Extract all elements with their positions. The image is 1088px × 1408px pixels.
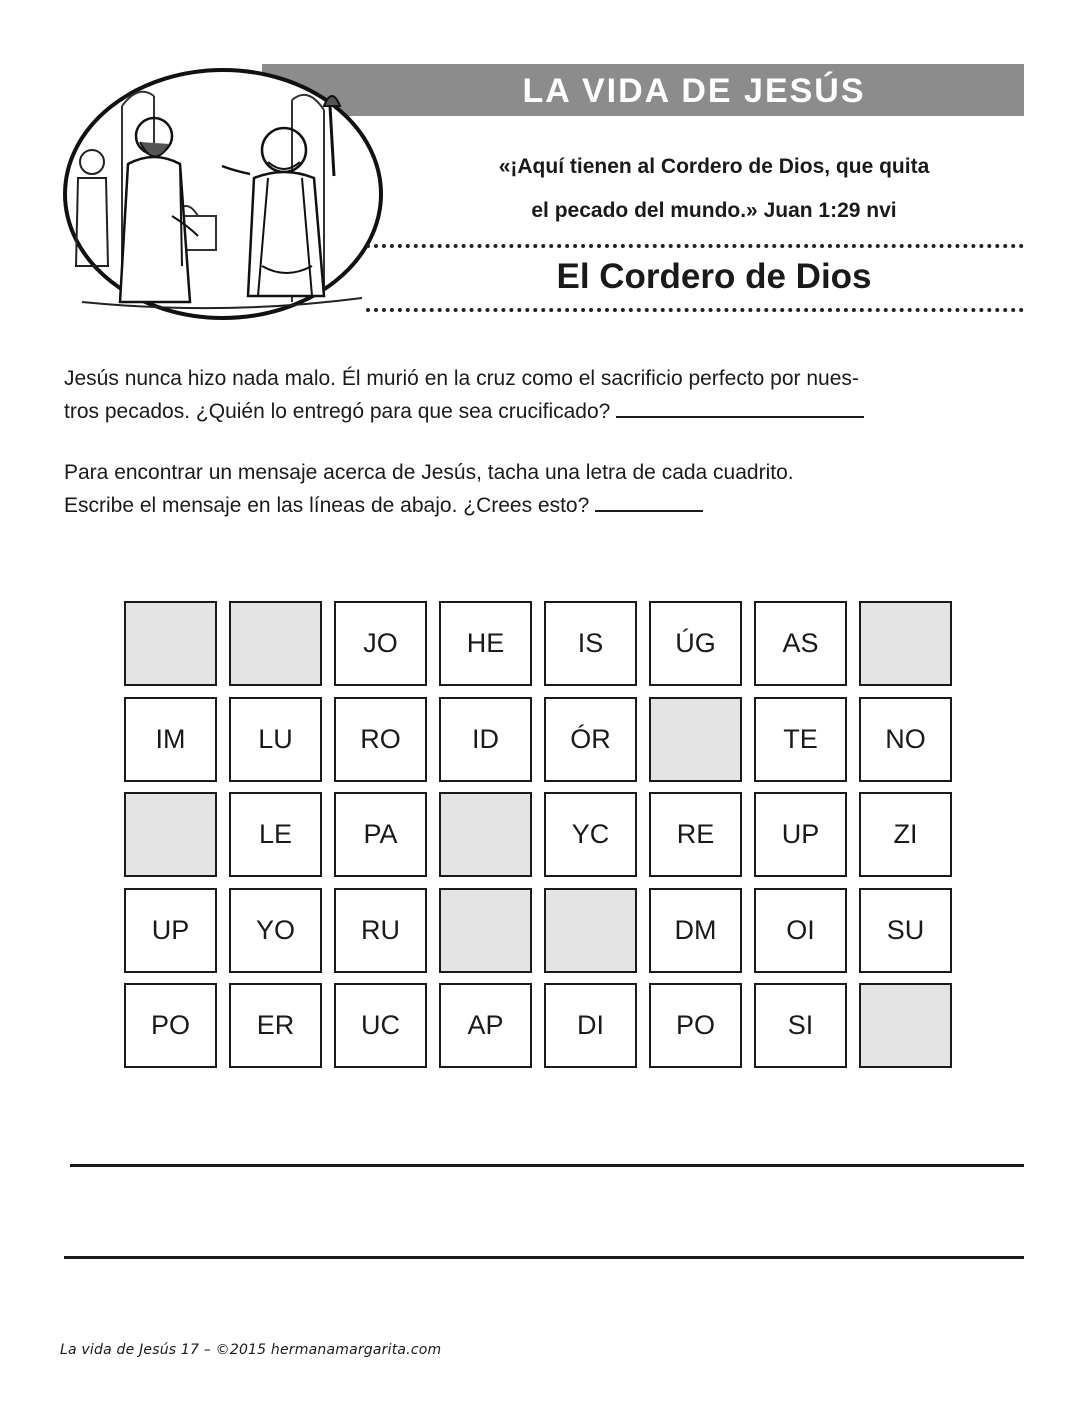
believe-answer-blank[interactable] [595,490,703,512]
grid-cell[interactable]: RU [334,888,427,973]
grid-cell[interactable]: HE [439,601,532,686]
grid-cell[interactable]: LE [229,792,322,877]
grid-cell-empty [544,888,637,973]
grid-cell[interactable]: ER [229,983,322,1068]
grid-cell[interactable]: NO [859,697,952,782]
message-writing-line-2[interactable] [64,1256,1024,1259]
grid-cell[interactable]: TE [754,697,847,782]
grid-cell[interactable]: ÓR [544,697,637,782]
grid-cell[interactable]: OI [754,888,847,973]
bible-verse [404,145,1024,233]
instructions-line-2 [64,489,1024,522]
grid-cell-empty [859,983,952,1068]
grid-cell-empty [439,792,532,877]
footer-credit: La vida de Jesús 17 – ©2015 hermanamargarita.com [60,1342,442,1358]
grid-cell-empty [439,888,532,973]
grid-cell[interactable]: JO [334,601,427,686]
grid-cell-empty [124,601,217,686]
grid-cell[interactable]: IS [544,601,637,686]
instructions-line-1: Para encontrar un mensaje acerca de Jesús, tacha una letra de cada cuadrito. [64,461,794,484]
instructions-paragraph [64,456,1024,522]
letter-puzzle-grid [124,601,960,1071]
grid-cell[interactable]: PO [649,983,742,1068]
instructions-text: Escribe el mensaje en las líneas de abajo. ¿Crees esto? [64,494,590,517]
grid-cell-empty [649,697,742,782]
grid-cell[interactable]: UC [334,983,427,1068]
answer-blank[interactable] [616,396,864,418]
grid-cell[interactable]: YC [544,792,637,877]
jesus-before-pilate-illustration [62,66,384,322]
message-writing-line-1[interactable] [70,1164,1024,1167]
grid-cell[interactable]: AS [754,601,847,686]
grid-cell[interactable]: PO [124,983,217,1068]
lesson-title: El Cordero de Dios [556,257,872,296]
grid-cell[interactable]: RE [649,792,742,877]
grid-cell[interactable]: AP [439,983,532,1068]
grid-cell[interactable]: ZI [859,792,952,877]
grid-cell[interactable]: SI [754,983,847,1068]
question-text: tros pecados. ¿Quién lo entregó para que sea crucificado? [64,400,611,423]
grid-cell[interactable]: UP [124,888,217,973]
grid-cell[interactable]: ÚG [649,601,742,686]
series-title: LA VIDA DE JESÚS [522,72,866,110]
grid-cell-empty [229,601,322,686]
grid-cell[interactable]: SU [859,888,952,973]
grid-cell-empty [859,601,952,686]
grid-cell[interactable]: YO [229,888,322,973]
question-line-2 [64,395,1024,428]
dotted-divider-bottom [366,308,1024,312]
grid-cell[interactable]: DI [544,983,637,1068]
dotted-divider-top [366,244,1024,248]
grid-cell[interactable]: LU [229,697,322,782]
question-line-1: Jesús nunca hizo nada malo. Él murió en la cruz como el sacrificio perfecto por nues- [64,367,859,390]
question-paragraph [64,362,1024,428]
verse-line-1: «¡Aquí tienen al Cordero de Dios, que quita [498,155,930,178]
grid-cell[interactable]: IM [124,697,217,782]
grid-cell[interactable]: UP [754,792,847,877]
grid-cell[interactable]: RO [334,697,427,782]
grid-cell[interactable]: PA [334,792,427,877]
verse-line-2: el pecado del mundo.» Juan 1:29 nvi [531,199,897,222]
grid-cell-empty [124,792,217,877]
grid-cell[interactable]: DM [649,888,742,973]
grid-cell[interactable]: ID [439,697,532,782]
